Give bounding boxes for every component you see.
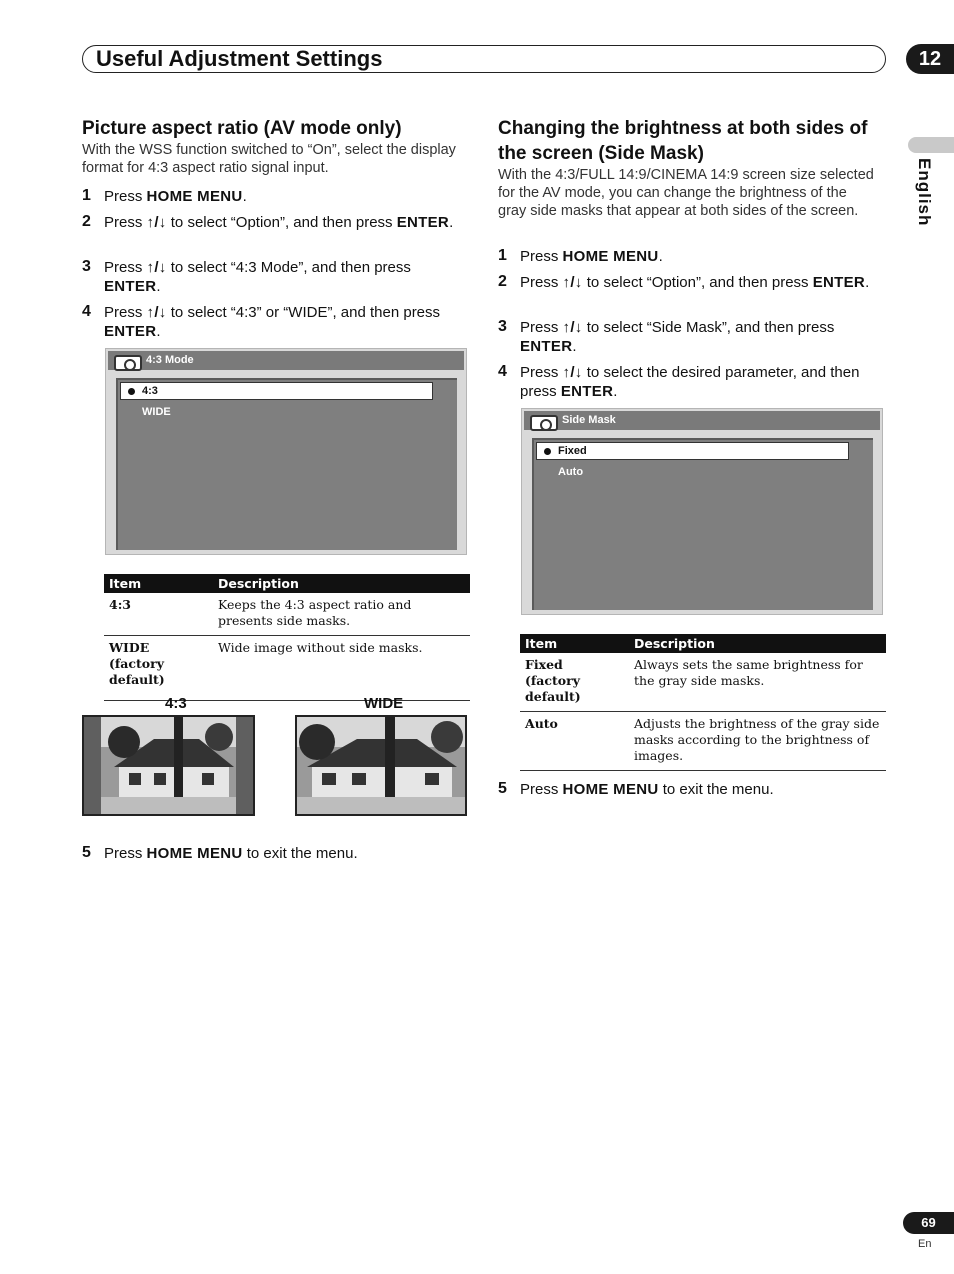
step-text: to exit the menu. bbox=[658, 781, 774, 798]
item-note: (factory default) bbox=[109, 656, 165, 687]
osd-option-selected[interactable] bbox=[536, 442, 849, 460]
osd-title: 4:3 Mode bbox=[146, 354, 194, 366]
step-number: 3 bbox=[82, 258, 91, 275]
chapter-badge: 12 bbox=[906, 44, 954, 74]
step-key: HOME MENU bbox=[562, 781, 659, 798]
step-key: HOME MENU bbox=[146, 188, 243, 205]
step-text: Press bbox=[104, 845, 147, 862]
osd-option-label: 4:3 bbox=[142, 385, 158, 397]
step-text: Press bbox=[104, 214, 147, 231]
step-number: 4 bbox=[498, 363, 507, 380]
page-number: 69 bbox=[903, 1212, 954, 1234]
step-text: to select the desired parameter, and then press bbox=[520, 364, 860, 400]
osd-43-mode bbox=[105, 348, 467, 555]
step-key: HOME MENU bbox=[146, 845, 243, 862]
arrow-keys-icon: ↑/↓ bbox=[562, 364, 583, 381]
table-header-item: Item bbox=[520, 634, 629, 653]
step-number: 1 bbox=[82, 187, 91, 204]
house-image-43 bbox=[82, 715, 255, 816]
step-item bbox=[82, 187, 469, 206]
table-header-description: Description bbox=[629, 634, 886, 653]
section-heading-aspect: Picture aspect ratio (AV mode only) bbox=[82, 118, 402, 139]
table-cell-item bbox=[104, 593, 213, 636]
arrow-keys-icon: ↑/↓ bbox=[562, 274, 583, 291]
step-text: . bbox=[449, 214, 454, 231]
camera-icon bbox=[530, 415, 558, 431]
step-item bbox=[498, 273, 885, 292]
item-name: Auto bbox=[525, 716, 558, 731]
step-key: ENTER bbox=[812, 274, 866, 291]
table-cell-item bbox=[520, 712, 629, 771]
section-intro-sidemask: With the 4:3/FULL 14:9/CINEMA 14:9 screen size selected for the AV mode, you can change the brightness of the gray side masks that appear at both sides of the screen. bbox=[498, 167, 874, 219]
table-row bbox=[104, 593, 470, 636]
table-header-description: Description bbox=[213, 574, 470, 593]
arrow-keys-icon: ↑/↓ bbox=[146, 304, 167, 321]
step-text: Press bbox=[104, 188, 147, 205]
table-row bbox=[520, 712, 886, 771]
step-text: Press bbox=[520, 274, 563, 291]
spec-table-sidemask bbox=[520, 634, 886, 771]
osd-titlebar bbox=[108, 351, 464, 370]
picture-label-wide: WIDE bbox=[364, 695, 404, 712]
step-key: ENTER bbox=[520, 338, 573, 355]
step-text: to select “4:3 Mode”, and then press bbox=[166, 259, 411, 276]
item-name: WIDE bbox=[109, 640, 150, 655]
osd-panel bbox=[532, 438, 873, 610]
step-number: 1 bbox=[498, 247, 507, 264]
step-key: ENTER bbox=[396, 214, 450, 231]
table-cell-item bbox=[520, 653, 629, 712]
osd-option[interactable]: Auto bbox=[558, 466, 584, 478]
table-cell-description: Always sets the same brightness for the gray side masks. bbox=[629, 653, 886, 712]
step-item bbox=[82, 213, 469, 232]
table-cell-item bbox=[104, 636, 213, 701]
step-text: to select “Option”, and then press bbox=[582, 274, 813, 291]
item-note: (factory default) bbox=[525, 673, 581, 704]
selected-dot-icon bbox=[128, 388, 135, 395]
step-text: Press bbox=[104, 304, 147, 321]
table-header-item: Item bbox=[104, 574, 213, 593]
step-text: to select “Side Mask”, and then press bbox=[582, 319, 835, 336]
picture-label-43: 4:3 bbox=[165, 695, 187, 712]
camera-icon bbox=[114, 355, 142, 371]
step-key: ENTER bbox=[104, 323, 157, 340]
table-cell-description: Adjusts the brightness of the gray side masks according to the brightness of images. bbox=[629, 712, 886, 771]
step-number: 5 bbox=[498, 780, 507, 797]
osd-option-selected[interactable] bbox=[120, 382, 433, 400]
language-label: English bbox=[915, 158, 934, 227]
table-cell-description: Wide image without side masks. bbox=[213, 636, 470, 701]
table-cell-description: Keeps the 4:3 aspect ratio and presents side masks. bbox=[213, 593, 470, 636]
step-item bbox=[82, 844, 469, 863]
table-row bbox=[104, 636, 470, 701]
step-number: 2 bbox=[498, 273, 507, 290]
arrow-keys-icon: ↑/↓ bbox=[146, 214, 167, 231]
step-text: . bbox=[572, 338, 577, 355]
step-item bbox=[498, 318, 885, 356]
step-text: . bbox=[156, 323, 161, 340]
step-text: to exit the menu. bbox=[242, 845, 358, 862]
step-item bbox=[498, 363, 885, 401]
step-item bbox=[82, 258, 469, 296]
step-text: . bbox=[865, 274, 870, 291]
step-item bbox=[498, 780, 885, 799]
step-text: . bbox=[613, 383, 618, 400]
step-number: 4 bbox=[82, 303, 91, 320]
osd-side-mask bbox=[521, 408, 883, 615]
page-language: En bbox=[918, 1238, 932, 1250]
spec-table-aspect bbox=[104, 574, 470, 701]
step-text: to select “Option”, and then press bbox=[166, 214, 397, 231]
arrow-keys-icon: ↑/↓ bbox=[146, 259, 167, 276]
step-number: 2 bbox=[82, 213, 91, 230]
language-tab bbox=[908, 137, 954, 153]
osd-option[interactable]: WIDE bbox=[142, 406, 171, 418]
step-text: Press bbox=[520, 364, 563, 381]
step-text: Press bbox=[520, 248, 563, 265]
house-wide-svg bbox=[297, 717, 465, 814]
step-key: HOME MENU bbox=[562, 248, 659, 265]
house-image-wide bbox=[295, 715, 467, 816]
step-text: Press bbox=[104, 259, 147, 276]
item-name: Fixed bbox=[525, 657, 563, 672]
item-name: 4:3 bbox=[109, 597, 132, 612]
osd-option-label: Fixed bbox=[558, 445, 587, 457]
arrow-keys-icon: ↑/↓ bbox=[562, 319, 583, 336]
table-row bbox=[520, 653, 886, 712]
step-number: 5 bbox=[82, 844, 91, 861]
step-text: . bbox=[156, 278, 161, 295]
osd-panel bbox=[116, 378, 457, 550]
step-item bbox=[498, 247, 885, 266]
step-text: Press bbox=[520, 781, 563, 798]
step-text: to select “4:3” or “WIDE”, and then press bbox=[166, 304, 441, 321]
selected-dot-icon bbox=[544, 448, 551, 455]
step-text: . bbox=[658, 248, 663, 265]
house-43-svg bbox=[84, 717, 253, 814]
step-key: ENTER bbox=[104, 278, 157, 295]
step-key: ENTER bbox=[560, 383, 614, 400]
step-number: 3 bbox=[498, 318, 507, 335]
page-title: Useful Adjustment Settings bbox=[96, 46, 383, 71]
section-intro-aspect: With the WSS function switched to “On”, select the display format for 4:3 aspect ratio signal input. bbox=[82, 142, 456, 176]
osd-title: Side Mask bbox=[562, 414, 616, 426]
osd-titlebar bbox=[524, 411, 880, 430]
step-item bbox=[82, 303, 469, 341]
step-text: . bbox=[242, 188, 247, 205]
step-text: Press bbox=[520, 319, 563, 336]
section-heading-sidemask: Changing the brightness at both sides of the screen (Side Mask) bbox=[498, 118, 868, 164]
